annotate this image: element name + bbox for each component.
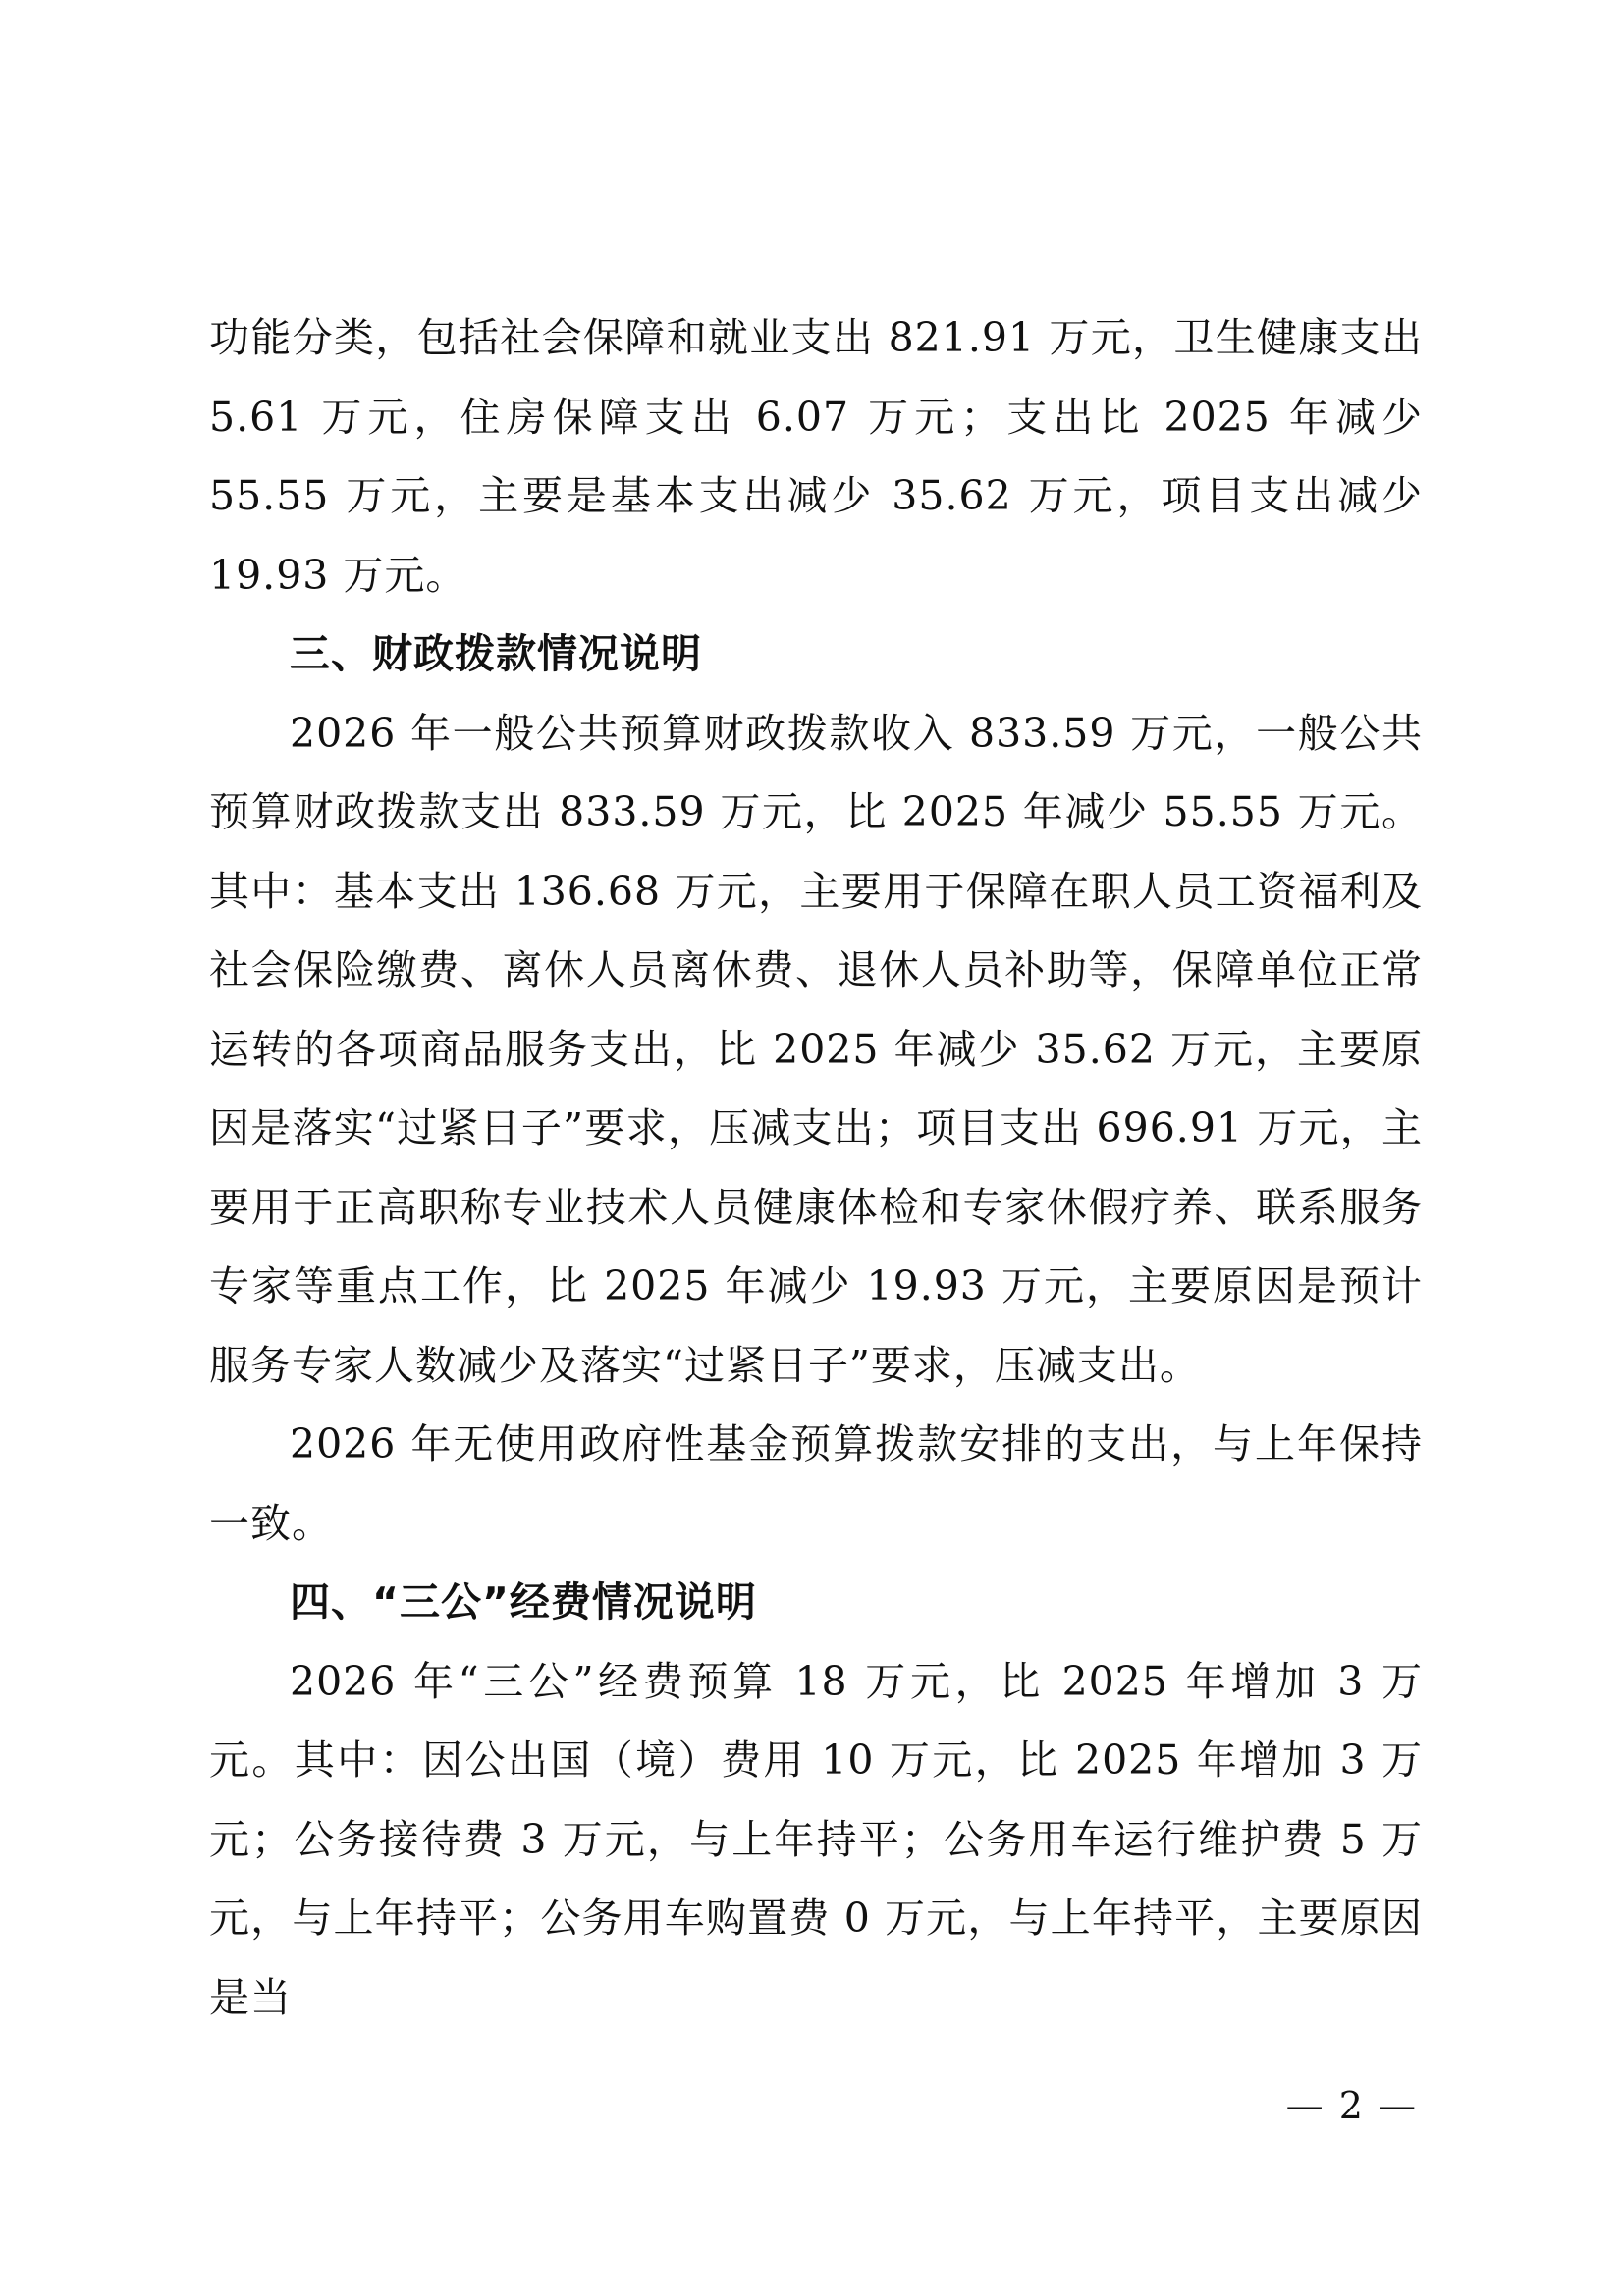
page-number: — 2 —: [1285, 2084, 1418, 2127]
paragraph-government-fund-budget: 2026 年无使用政府性基金预算拨款安排的支出，与上年保持一致。: [209, 1420, 1423, 1547]
paragraph-general-budget-appropriation: 2026 年一般公共预算财政拨款收入 833.59 万元，一般公共预算财政拨款支出 833.59 万元，比 2025 年减少 55.55 万元。其中：基本支出 136.68 万元，主要用于保障在职人员工资福利及社会保险缴费、离休人员离休费、退休人员补助等，保障单位正常运转的各项商品服务支出，比 2025 年减少 35.62 万元，主要原因是落实“过紧日子”要求，压减支出；项目支出 696.91 万元，主要用于正高职称专业技术人员健康体检和专家休假疗养、联系服务专家等重点工作，比 2025 年减少 19.93 万元，主要原因是预计服务专家人数减少及落实“过紧日子”要求，压减支出。: [209, 709, 1423, 1389]
paragraph-expenditure-classification: 功能分类，包括社会保障和就业支出 821.91 万元，卫生健康支出 5.61 万元，住房保障支出 6.07 万元；支出比 2025 年减少 55.55 万元，主要是基本支出减少 35.62 万元，项目支出减少 19.93 万元。: [209, 314, 1423, 599]
document-body: [209, 298, 1423, 2037]
paragraph-three-public-expenses: 2026 年“三公”经费预算 18 万元，比 2025 年增加 3 万元。其中：因公出国（境）费用 10 万元，比 2025 年增加 3 万元；公务接待费 3 万元，与上年持平；公务用车运行维护费 5 万元，与上年持平；公务用车购置费 0 万元，与上年持平，主要原因是当: [209, 1657, 1423, 2021]
section-heading-three-public-expenses: 四、“三公”经费情况说明: [290, 1578, 757, 1626]
section-heading-fiscal-appropriation: 三、财政拨款情况说明: [290, 630, 702, 677]
